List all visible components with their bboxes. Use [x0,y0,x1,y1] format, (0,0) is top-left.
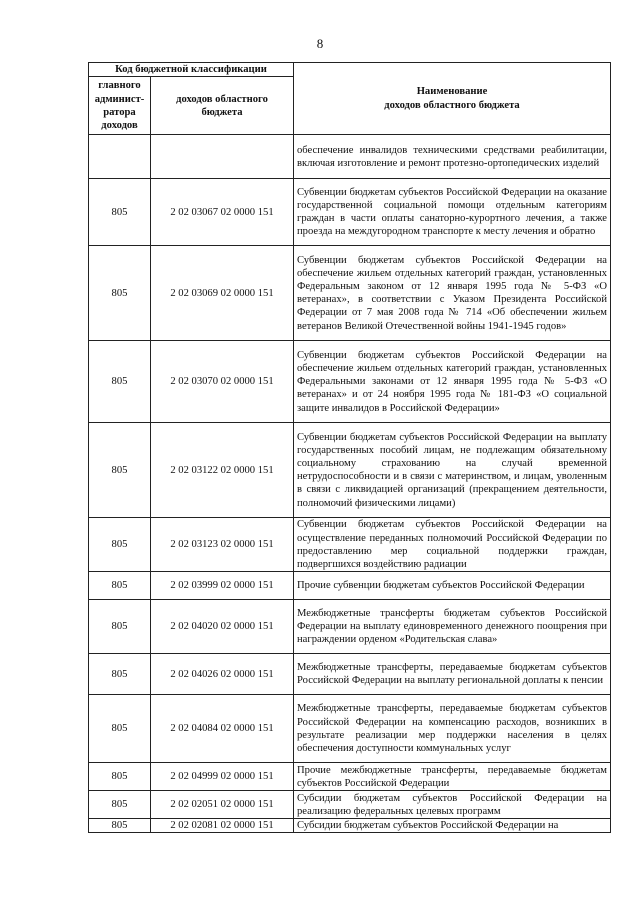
chief-administrator-header [89,77,151,135]
admin-header-line: ратора [103,106,136,118]
income-code-cell: 2 02 04999 02 0000 151 [151,763,294,791]
income-name-header-line: доходов областного бюджета [384,99,520,111]
income-code-cell: 2 02 03123 02 0000 151 [151,518,294,572]
table-row [89,791,611,819]
income-code-cell: 2 02 04084 02 0000 151 [151,695,294,763]
classification-code-header: Код бюджетной классификации [89,63,294,77]
income-name-header [294,63,611,135]
table-header [89,63,611,135]
income-name-cell: Субвенции бюджетам субъектов Российской Федерации на оказание государственной социальной помощи отдельным категориям граждан в части оплаты санаторно-курортного лечения, а также проезда на междугородном транспорте к месту лечения и обратно [294,179,611,246]
income-code-cell: 2 02 03067 02 0000 151 [151,179,294,246]
regional-income-code-header [151,77,294,135]
admin-code-cell: 805 [89,341,151,423]
admin-code-cell: 805 [89,518,151,572]
income-name-cell: Субсидии бюджетам субъектов Российской Федерации на [294,819,611,833]
income-name-cell: Субвенции бюджетам субъектов Российской Федерации на выплату государственных пособий лицам, не подлежащим обязательному социальному страхованию на случай временной нетрудоспособности и в связи с материнством, и лицам, уволенным в связи с ликвидацией организаций (прекращением деятельности, полномочий физическими лицами) [294,423,611,518]
income-name-cell: Субсидии бюджетам субъектов Российской Федерации на реализацию федеральных целевых программ [294,791,611,819]
income-code-cell: 2 02 02051 02 0000 151 [151,791,294,819]
budget-classification-table [88,62,611,833]
admin-code-cell: 805 [89,179,151,246]
admin-code-cell: 805 [89,572,151,600]
income-name-cell: обеспечение инвалидов техническими средствами реабилитации, включая изготовление и ремонт протезно-ортопедических изделий [294,135,611,179]
income-code-header-line: доходов областного [176,93,268,105]
income-code-cell: 2 02 02081 02 0000 151 [151,819,294,833]
income-name-cell: Межбюджетные трансферты, передаваемые бюджетам субъектов Российской Федерации на выплату региональной доплаты к пенсии [294,654,611,695]
income-code-cell: 2 02 03999 02 0000 151 [151,572,294,600]
admin-code-cell: 805 [89,695,151,763]
table-row [89,179,611,246]
table-row [89,600,611,654]
table-row [89,423,611,518]
income-name-header-line: Наименование [416,86,488,98]
income-code-cell: 2 02 03122 02 0000 151 [151,423,294,518]
income-name-cell: Субвенции бюджетам субъектов Российской Федерации на обеспечение жильем отдельных категорий граждан, установленных Федеральными законами от 12 января 1995 года № 5-ФЗ «О ветеранах» и от 24 ноября 1995 года № 181-ФЗ «О социальной защите инвалидов в Российской Федерации» [294,341,611,423]
income-code-cell: 2 02 04020 02 0000 151 [151,600,294,654]
admin-code-cell: 805 [89,246,151,341]
admin-code-cell: 805 [89,600,151,654]
income-name-cell: Прочие субвенции бюджетам субъектов Российской Федерации [294,572,611,600]
income-name-cell: Межбюджетные трансферты бюджетам субъектов Российской Федерации на выплату единовременного денежного поощрения при награждении орденом «Родительская слава» [294,600,611,654]
admin-code-cell: 805 [89,819,151,833]
income-name-cell: Субвенции бюджетам субъектов Российской Федерации на осуществление переданных полномочий Российской Федерации по предоставлению мер социальной поддержки граждан, подвергшихся воздействию радиации [294,518,611,572]
admin-code-cell: 805 [89,791,151,819]
admin-code-cell: 805 [89,423,151,518]
income-name-cell: Межбюджетные трансферты, передаваемые бюджетам субъектов Российской Федерации на компенсацию расходов, возникших в результате реализации мер поддержки населения в целях обеспечения доступности коммунальных услуг [294,695,611,763]
admin-header-line: доходов [101,119,138,131]
income-code-cell: 2 02 04026 02 0000 151 [151,654,294,695]
income-code-cell [151,135,294,179]
page-number: 8 [316,36,324,51]
income-code-cell: 2 02 03070 02 0000 151 [151,341,294,423]
income-name-cell: Прочие межбюджетные трансферты, передаваемые бюджетам субъектов Российской Федерации [294,763,611,791]
table-row [89,341,611,423]
table-row [89,135,611,179]
table-row [89,518,611,572]
admin-code-cell [89,135,151,179]
admin-header-line: админист- [94,93,145,105]
table-row [89,572,611,600]
admin-code-cell: 805 [89,763,151,791]
table-row [89,246,611,341]
table-row [89,763,611,791]
table-row [89,695,611,763]
income-code-header-line: бюджета [201,106,243,118]
table-row [89,819,611,833]
table-body [89,135,611,833]
admin-header-line: главного [98,80,141,92]
admin-code-cell: 805 [89,654,151,695]
income-code-cell: 2 02 03069 02 0000 151 [151,246,294,341]
table-row [89,654,611,695]
income-name-cell: Субвенции бюджетам субъектов Российской Федерации на обеспечение жильем отдельных категорий граждан, установленных Федеральным законом от 12 января 1995 года № 5-ФЗ «О ветеранах», в соответствии с Указом Президента Российской Федерации от 7 мая 2008 года № 714 «Об обеспечении жильем ветеранов Великой Отечественной войны 1941-1945 годов» [294,246,611,341]
